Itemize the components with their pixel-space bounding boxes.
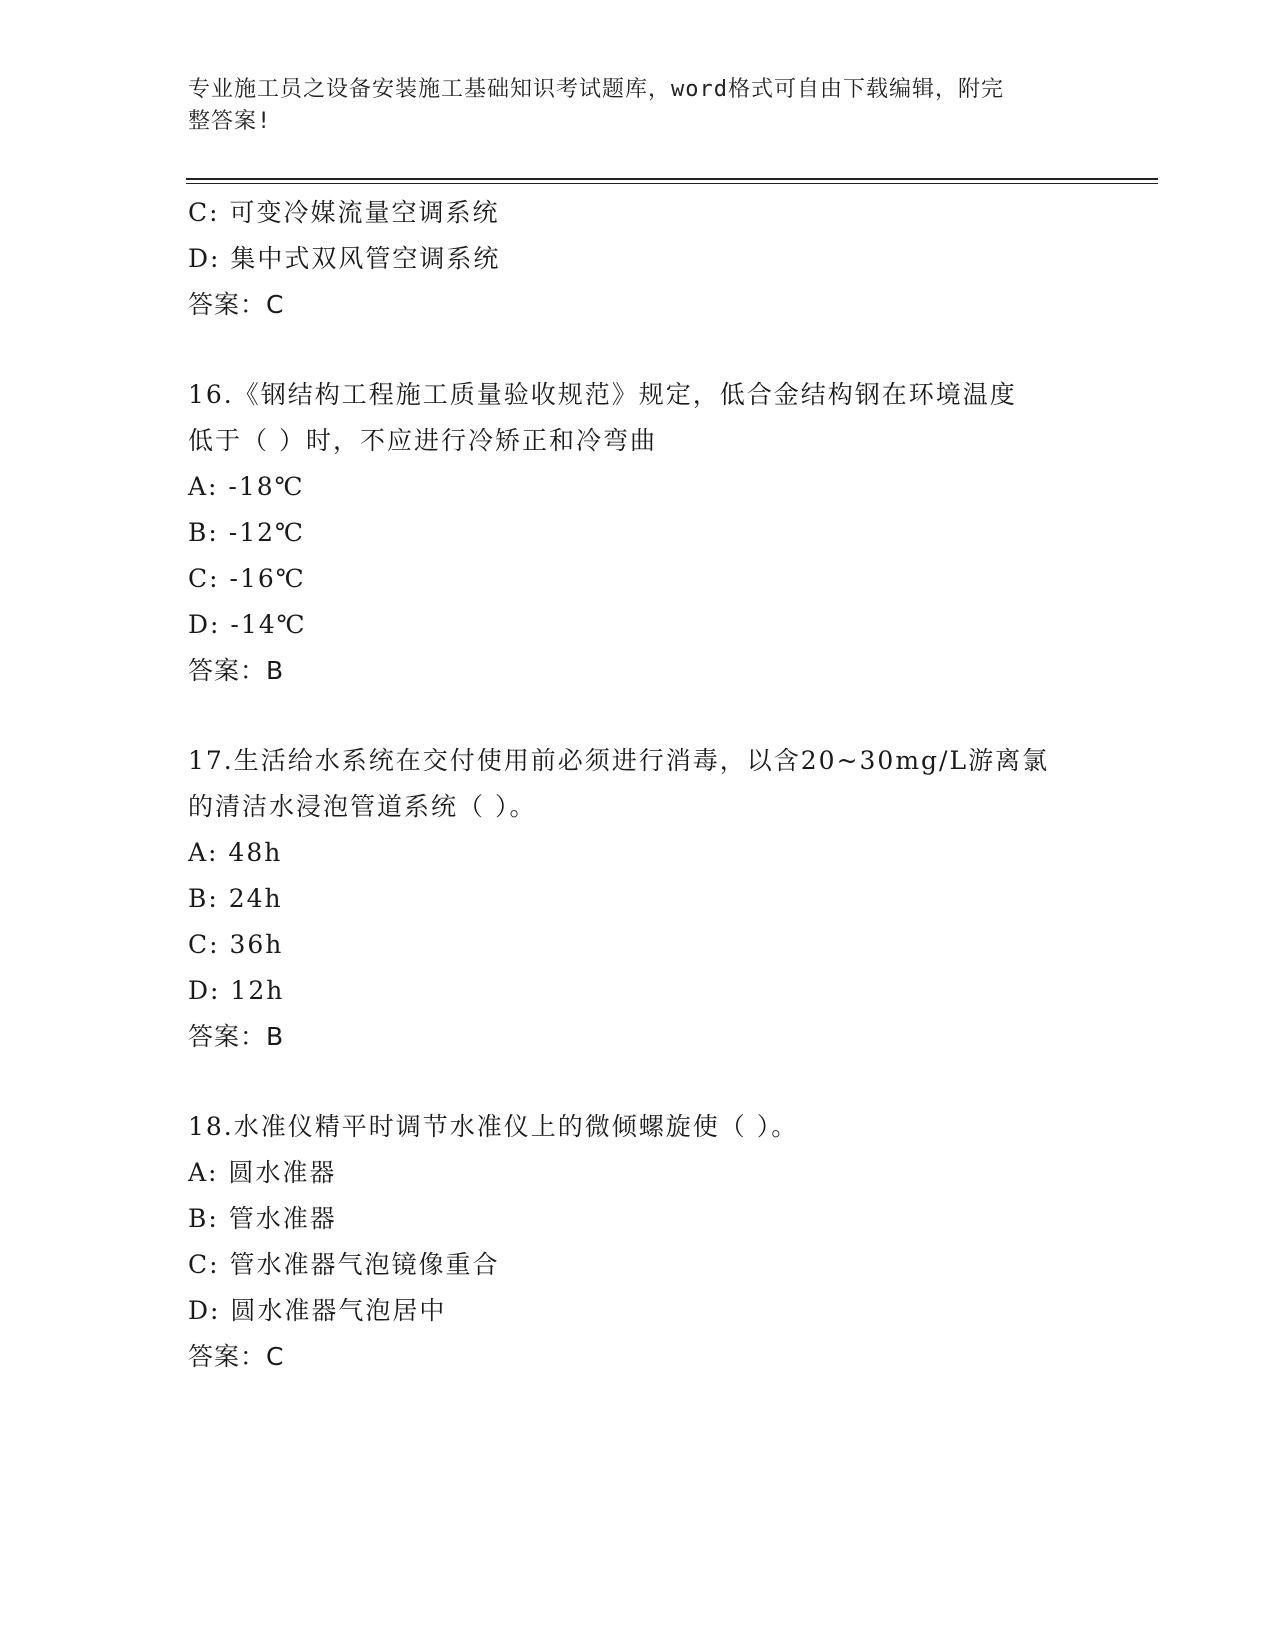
q16-option-d: D: -14℃ xyxy=(188,610,307,639)
q16-option-b: B: -12℃ xyxy=(188,518,305,547)
q15-option-c: C: 可变冷媒流量空调系统 xyxy=(188,198,500,227)
q18-option-a: A: 圆水准器 xyxy=(188,1158,337,1187)
q16-stem-line-2: 低于（ ）时，不应进行冷矫正和冷弯曲 xyxy=(188,426,657,455)
question-18-block xyxy=(188,1104,1088,1380)
q17-answer: 答案：B xyxy=(188,1022,285,1051)
q17-stem-line-1: 17.生活给水系统在交付使用前必须进行消毒，以含20~30mg/L游离氯 xyxy=(188,746,1050,775)
header-rule-thin xyxy=(186,183,1158,184)
q16-answer: 答案：B xyxy=(188,656,285,685)
q17-option-a: A: 48h xyxy=(188,838,283,867)
header-line-1: 专业施工员之设备安装施工基础知识考试题库，word格式可自由下载编辑，附完 xyxy=(188,77,1004,102)
question-16-block xyxy=(188,372,1088,694)
q18-option-c: C: 管水准器气泡镜像重合 xyxy=(188,1250,500,1279)
q17-option-d: D: 12h xyxy=(188,976,285,1005)
q18-answer: 答案：C xyxy=(188,1342,285,1371)
q16-option-a: A: -18℃ xyxy=(188,472,305,501)
question-17-block xyxy=(188,738,1088,1060)
q17-option-c: C: 36h xyxy=(188,930,284,959)
q17-option-b: B: 24h xyxy=(188,884,283,913)
q15-answer: 答案：C xyxy=(188,290,285,319)
q18-option-d: D: 圆水准器气泡居中 xyxy=(188,1296,447,1325)
document-header xyxy=(188,74,1088,138)
q16-stem-line-1: 16.《钢结构工程施工质量验收规范》规定，低合金结构钢在环境温度 xyxy=(188,380,1017,409)
q17-stem-line-2: 的清洁水浸泡管道系统（ ）。 xyxy=(188,792,537,821)
header-line-2: 整答案! xyxy=(188,109,272,134)
q15-option-d: D: 集中式双风管空调系统 xyxy=(188,244,501,273)
question-content xyxy=(188,190,1088,1380)
q16-option-c: C: -16℃ xyxy=(188,564,306,593)
q18-stem-line-1: 18.水准仪精平时调节水准仪上的微倾螺旋使（ ）。 xyxy=(188,1112,799,1141)
q18-option-b: B: 管水准器 xyxy=(188,1204,337,1233)
header-rule-thick xyxy=(186,178,1158,180)
question-15-block xyxy=(188,190,1088,328)
